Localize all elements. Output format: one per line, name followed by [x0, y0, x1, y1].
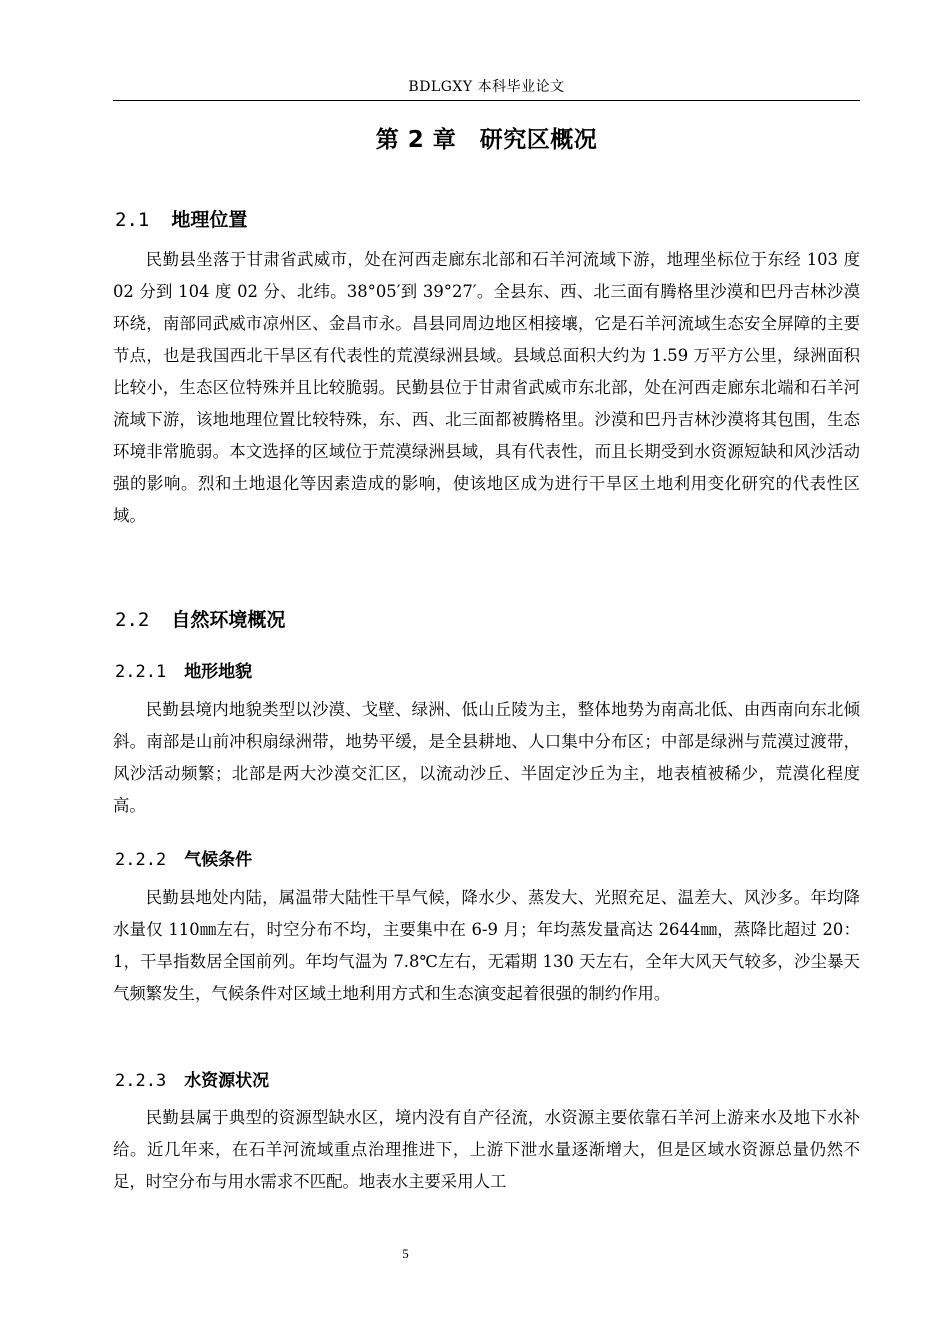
section-title: 地理位置 — [171, 209, 248, 231]
section-number: 2.2 — [115, 609, 150, 631]
chapter-title: 第 2 章 研究区概况 — [375, 127, 598, 153]
section-heading-2-1 — [115, 205, 247, 232]
section-heading-2-2 — [115, 605, 285, 632]
section-title: 水资源状况 — [184, 1071, 270, 1091]
paragraph-geographic-location: 民勤县坐落于甘肃省武威市，处在河西走廊东北部和石羊河流域下游，地理坐标位于东经 103 度 02 分到 104 度 02 分、北纬。38°05′到 39°27′。全县东、西、北三面有腾格里沙漠和巴丹吉林沙漠环绕，南部同武威市凉州区、金昌市永。昌县同周边地区相接壤，它是石羊河流域生态安全屏障的主要节点，也是我国西北干旱区有代表性的荒漠绿洲县域。县域总面积大约为 1.59 万平方公里，绿洲面积比较小，生态区位特殊并且比较脆弱。民勤县位于甘肃省武威市东北部，处在河西走廊东北端和石羊河流域下游，该地地理位置比较特殊，东、西、北三面都被腾格里。沙漠和巴丹吉林沙漠将其包围，生态环境非常脆弱。本文选择的区域位于荒漠绿洲县域，具有代表性，而且长期受到水资源短缺和风沙活动强的影响。烈和土地退化等因素造成的影响，使该地区成为进行干旱区土地利用变化研究的代表性区域。 — [113, 250, 860, 525]
paragraph-water-resources: 民勤县属于典型的资源型缺水区，境内没有自产径流，水资源主要依靠石羊河上游来水及地下水补给。近几年来，在石羊河流域重点治理推进下，上游下泄水量逐渐增大，但是区域水资源总量仍然不足，时空分布与用水需求不匹配。地表水主要采用人工 — [113, 1108, 860, 1191]
section-number: 2.2.3 — [115, 1071, 167, 1091]
running-header: BDLGXY 本科毕业论文 — [408, 79, 565, 95]
page-number: 5 — [402, 1246, 409, 1261]
section-title: 自然环境概况 — [171, 609, 286, 631]
section-heading-2-2-2 — [115, 845, 252, 870]
section-heading-2-2-3 — [115, 1066, 269, 1091]
section-number: 2.2.1 — [115, 662, 167, 682]
section-heading-2-2-1 — [115, 657, 252, 682]
paragraph-climate: 民勤县地处内陆，属温带大陆性干旱气候，降水少、蒸发大、光照充足、温差大、风沙多。年均降水量仅 110㎜左右，时空分布不均，主要集中在 6-9 月；年均蒸发量高达 2644㎜，蒸降比超过 20：1，干旱指数居全国前列。年均气温为 7.8℃左右，无霜期 130 天左右，全年大风天气较多，沙尘暴天气频繁发生，气候条件对区域土地利用方式和生态演变起着很强的制约作用。 — [113, 888, 860, 1003]
section-number: 2.1 — [115, 209, 150, 231]
header-rule — [113, 100, 860, 101]
paragraph-landform: 民勤县境内地貌类型以沙漠、戈壁、绿洲、低山丘陵为主，整体地势为南高北低、由西南向东北倾斜。南部是山前冲积扇绿洲带，地势平缓，是全县耕地、人口集中分布区；中部是绿洲与荒漠过渡带，风沙活动频繁；北部是两大沙漠交汇区，以流动沙丘、半固定沙丘为主，地表植被稀少，荒漠化程度高。 — [113, 700, 860, 815]
section-title: 气候条件 — [184, 850, 253, 870]
section-title: 地形地貌 — [184, 662, 253, 682]
section-number: 2.2.2 — [115, 850, 167, 870]
